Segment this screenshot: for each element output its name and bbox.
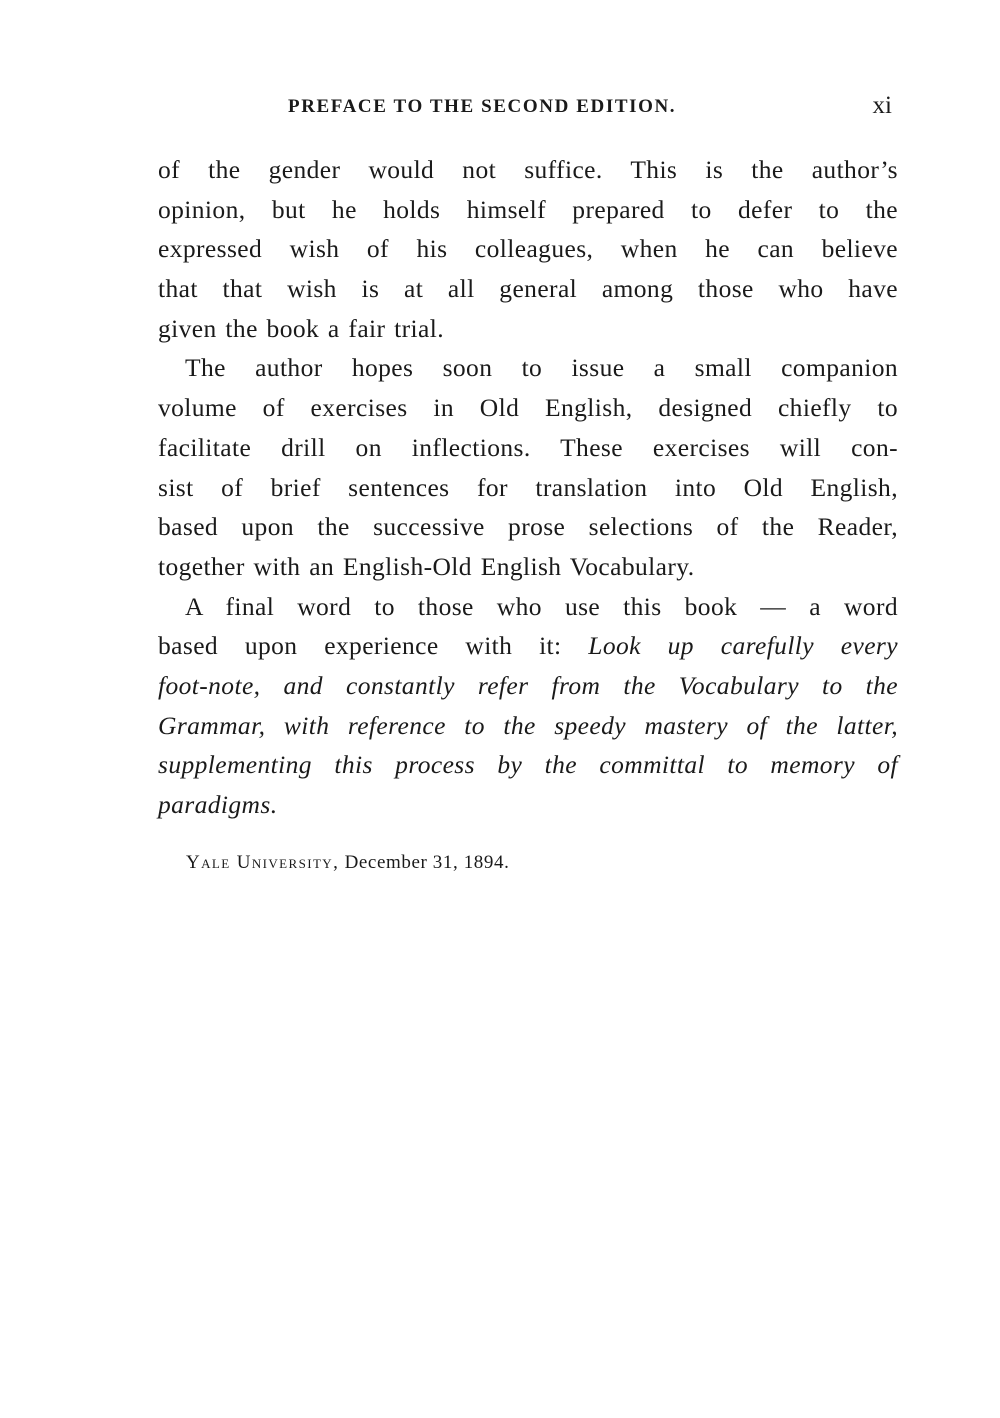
paragraph-2-line: based upon the successive prose selections of the Reader, — [158, 512, 898, 542]
paragraph-2-line: facilitate drill on inflections. These exercises will con- — [158, 432, 898, 462]
paragraph-3-roman-text: based upon experience with it: — [158, 631, 562, 661]
paragraph-3-italic-text: Look up carefully every — [588, 631, 898, 661]
paragraph-3-italic-line: foot-note, and constantly refer from the Vocabulary to the — [158, 670, 898, 700]
paragraph-2-line: together with an English-Old English Vocabulary. — [158, 551, 695, 581]
paragraph-3-line — [158, 626, 898, 666]
body-text — [158, 150, 898, 825]
paragraph-1-line: opinion, but he holds himself prepared to defer to the — [158, 194, 898, 224]
paragraph-2-line: The author hopes soon to issue a small companion — [185, 353, 898, 383]
paragraph-1-line: expressed wish of his colleagues, when he can believe — [158, 234, 898, 264]
paragraph-2-line: volume of exercises in Old English, designed chiefly to — [158, 393, 898, 423]
paragraph-3-italic-line: supplementing this process by the committal to memory of — [158, 750, 898, 780]
paragraph-3-italic-line: Grammar, with reference to the speedy mastery of the latter, — [158, 710, 898, 740]
paragraph-3-line: A final word to those who use this book — a word — [185, 591, 898, 621]
paragraph-2-line: sist of brief sentences for translation into Old English, — [158, 472, 898, 502]
paragraph-1-line: of the gender would not suffice. This is the author’s — [158, 155, 898, 184]
running-title: PREFACE TO THE SECOND EDITION. — [288, 96, 677, 117]
paragraph-1-line: given the book a fair trial. — [158, 313, 445, 343]
signature-date: December 31, 1894. — [344, 852, 510, 873]
paragraph-1-line: that that wish is at all general among those who have — [158, 274, 898, 304]
running-header — [158, 92, 898, 126]
page-number: xi — [872, 92, 892, 119]
signature-institution: Yale University, — [186, 852, 340, 873]
paragraph-3-italic-line: paradigms. — [158, 790, 278, 819]
signature-line — [186, 852, 509, 874]
